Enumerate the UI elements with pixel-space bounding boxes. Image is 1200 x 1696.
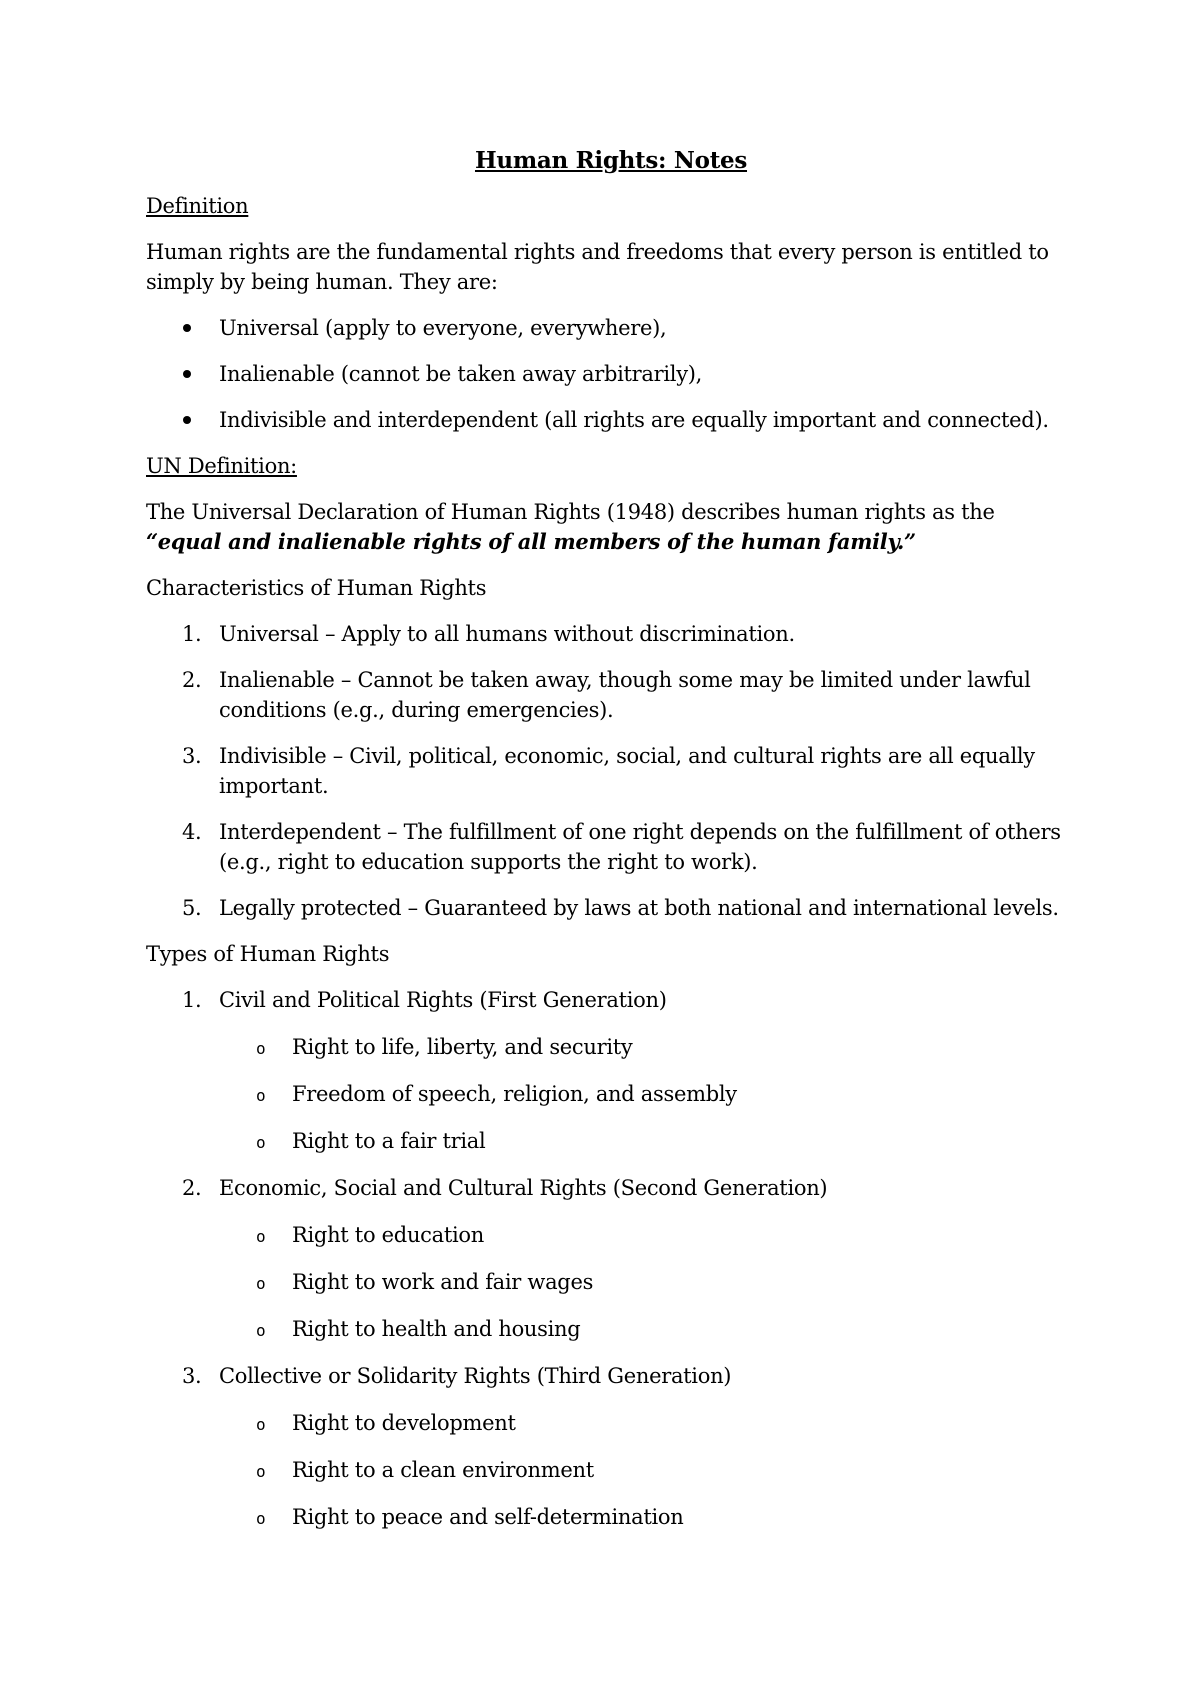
characteristics-list (146, 619, 1076, 923)
list-item-text: Indivisible – Civil, political, economic, social, and cultural rights are all equally important. (219, 744, 1035, 798)
list-item-text: Economic, Social and Cultural Rights (Second Generation) (219, 1176, 828, 1200)
circle-bullet-icon: o (256, 1415, 266, 1434)
list-item (146, 1361, 1076, 1532)
circle-bullet-icon: o (256, 1462, 266, 1481)
list-item-text: Collective or Solidarity Rights (Third Generation) (219, 1364, 732, 1388)
list-item (146, 313, 1076, 343)
sub-list-item-text: Right to health and housing (292, 1317, 581, 1341)
sub-list-item (146, 1079, 1076, 1109)
list-item (146, 817, 1076, 877)
document-body (146, 145, 1076, 1549)
list-item (146, 985, 1076, 1156)
un-definition-heading: UN Definition: (146, 454, 297, 478)
definition-bullet-list (146, 313, 1076, 435)
definition-text: Human rights are the fundamental rights and freedoms that every person is entitled to simply by being human. They are: (146, 240, 1049, 294)
list-number: 2. (182, 668, 202, 692)
sub-list-item (146, 1314, 1076, 1344)
sub-list-item-text: Right to life, liberty, and security (292, 1035, 633, 1059)
sub-list-item (146, 1032, 1076, 1062)
sub-list-item-text: Right to peace and self-determination (292, 1505, 684, 1529)
list-item (146, 619, 1076, 649)
list-item-text: Indivisible and interdependent (all rights are equally important and connected). (219, 408, 1049, 432)
page-title: Human Rights: Notes (474, 147, 748, 174)
sub-list (219, 1032, 1076, 1156)
list-item-text: Universal – Apply to all humans without discrimination. (219, 622, 795, 646)
un-definition-text: The Universal Declaration of Human Rights (1948) describes human rights as the (146, 500, 995, 524)
list-item (146, 405, 1076, 435)
un-definition-paragraph (146, 497, 1076, 557)
un-definition-quote: “equal and inalienable rights of all members of the human family.” (146, 529, 916, 554)
sub-list-item (146, 1502, 1076, 1532)
sub-list-item (146, 1126, 1076, 1156)
bullet-icon (183, 324, 191, 332)
bullet-icon (183, 416, 191, 424)
list-item-text: Legally protected – Guaranteed by laws at both national and international levels. (219, 896, 1059, 920)
list-number: 3. (182, 744, 202, 768)
list-number: 1. (182, 988, 202, 1012)
sub-list-item (146, 1267, 1076, 1297)
sub-list-item-text: Right to a clean environment (292, 1458, 594, 1482)
circle-bullet-icon: o (256, 1509, 266, 1528)
sub-list-item-text: Right to a fair trial (292, 1129, 486, 1153)
sub-list-item (146, 1220, 1076, 1250)
list-item (146, 741, 1076, 801)
list-item (146, 359, 1076, 389)
circle-bullet-icon: o (256, 1086, 266, 1105)
list-item-text: Universal (apply to everyone, everywhere), (219, 316, 667, 340)
list-item (146, 893, 1076, 923)
bullet-icon (183, 370, 191, 378)
types-heading: Types of Human Rights (146, 942, 390, 966)
characteristics-heading: Characteristics of Human Rights (146, 576, 487, 600)
sub-list (219, 1220, 1076, 1344)
types-list (146, 985, 1076, 1532)
definition-heading: Definition (146, 194, 249, 218)
sub-list-item-text: Right to education (292, 1223, 484, 1247)
circle-bullet-icon: o (256, 1321, 266, 1340)
list-item (146, 1173, 1076, 1344)
list-item-text: Interdependent – The fulfillment of one right depends on the fulfillment of others (e.g., right to education supports the right to work). (219, 820, 1061, 874)
circle-bullet-icon: o (256, 1133, 266, 1152)
list-number: 4. (182, 820, 202, 844)
sub-list (219, 1408, 1076, 1532)
circle-bullet-icon: o (256, 1227, 266, 1246)
sub-list-item (146, 1455, 1076, 1485)
list-number: 3. (182, 1364, 202, 1388)
sub-list-item-text: Right to work and fair wages (292, 1270, 594, 1294)
sub-list-item-text: Right to development (292, 1411, 516, 1435)
list-number: 1. (182, 622, 202, 646)
list-item (146, 665, 1076, 725)
list-item-text: Inalienable (cannot be taken away arbitrarily), (219, 362, 703, 386)
list-item-text: Civil and Political Rights (First Generation) (219, 988, 667, 1012)
list-number: 5. (182, 896, 202, 920)
sub-list-item (146, 1408, 1076, 1438)
list-number: 2. (182, 1176, 202, 1200)
list-item-text: Inalienable – Cannot be taken away, though some may be limited under lawful conditions (e.g., during emergencies). (219, 668, 1031, 722)
circle-bullet-icon: o (256, 1039, 266, 1058)
circle-bullet-icon: o (256, 1274, 266, 1293)
sub-list-item-text: Freedom of speech, religion, and assembly (292, 1082, 737, 1106)
